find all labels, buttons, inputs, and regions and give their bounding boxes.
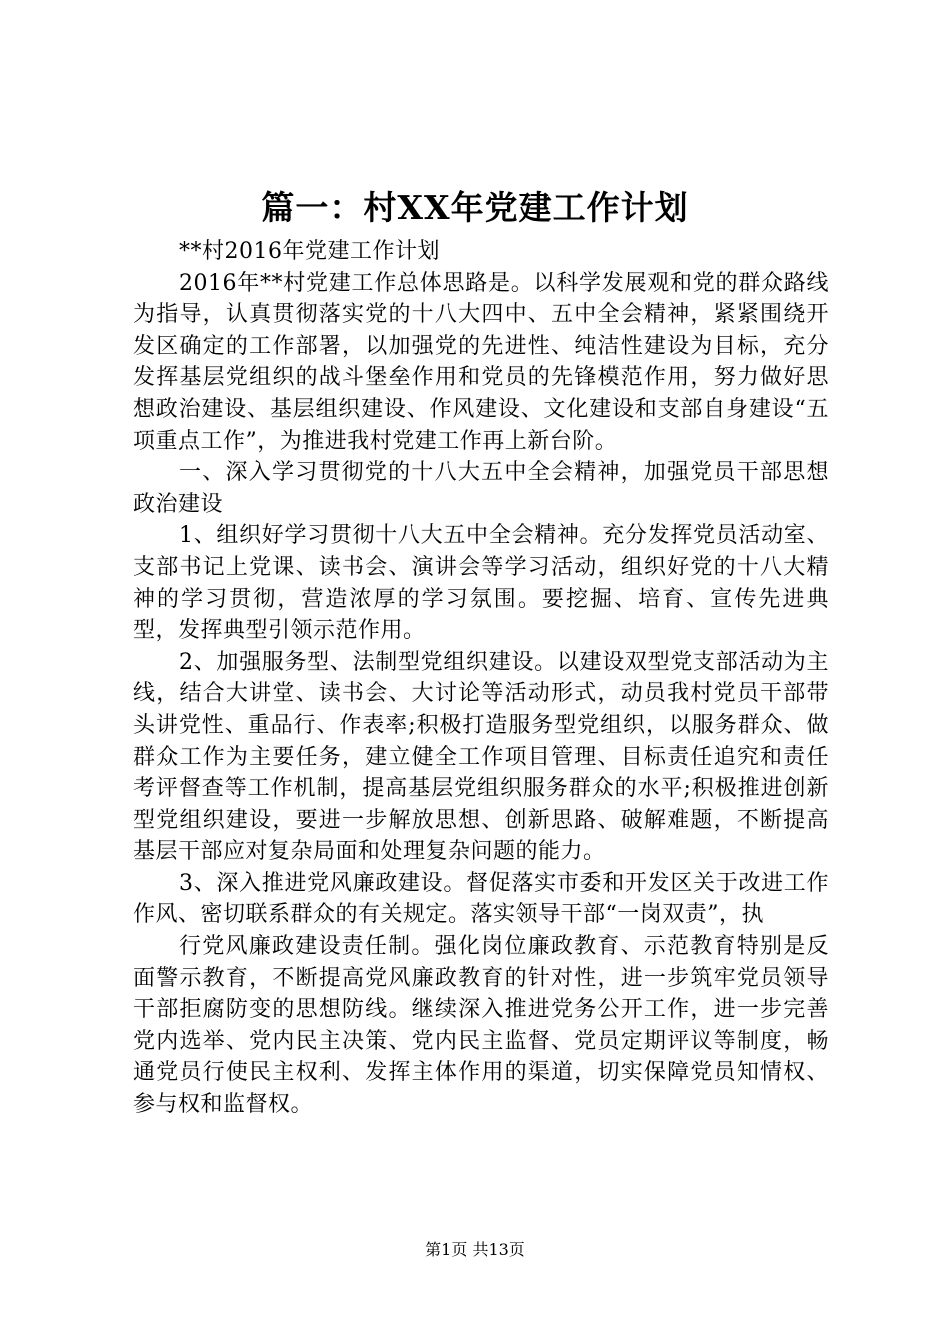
paragraph-section-heading: 一、深入学习贯彻党的十八大五中全会精神，加强党员干部思想政治建设 xyxy=(133,460,829,517)
paragraph-item-2: 2、加强服务型、法制型党组织建设。以建设双型党支部活动为主线，结合大讲堂、读书会、大讨论等活动形式，动员我村党员干部带头讲党性、重品行、作表率;积极打造服务型党组织，以服务群众、做群众工作为主要任务，建立健全工作项目管理、目标责任追究和责任考评督查等工作机制，提高基层党组织服务群众的水平;积极推进创新型党组织建设，要进一步解放思想、创新思路、破解难题，不断提高基层干部应对复杂局面和处理复杂问题的能力。 xyxy=(133,649,829,865)
page-number-footer: 第1页 共13页 xyxy=(425,1240,525,1259)
document-title: 篇一：村XX年党建工作计划 xyxy=(261,188,689,227)
paragraph-item-3-continued: 行党风廉政建设责任制。强化岗位廉政教育、示范教育特别是反面警示教育，不断提高党风廉政教育的针对性，进一步筑牢党员领导干部拒腐防变的思想防线。继续深入推进党务公开工作，进一步完善党内选举、党内民主决策、党内民主监督、党员定期评议等制度，畅通党员行使民主权利、发挥主体作用的渠道，切实保障党员知情权、参与权和监督权。 xyxy=(133,934,829,1118)
paragraph-item-3: 3、深入推进党风廉政建设。督促落实市委和开发区关于改进工作作风、密切联系群众的有关规定。落实领导干部“一岗双责”，执 xyxy=(133,870,829,928)
paragraph-item-1: 1、组织好学习贯彻十八大五中全会精神。充分发挥党员活动室、支部书记上党课、读书会、演讲会等学习活动，组织好党的十八大精神的学习贯彻，营造浓厚的学习氛围。要挖掘、培育、宣传先进典型，发挥典型引领示范作用。 xyxy=(133,523,829,644)
paragraph-subtitle: **村2016年党建工作计划 xyxy=(179,239,440,264)
document-body xyxy=(133,236,829,1121)
paragraph-overview: 2016年**村党建工作总体思路是。以科学发展观和党的群众路线为指导，认真贯彻落实党的十八大四中、五中全会精神，紧紧围绕开发区确定的工作部署，以加强党的先进性、纯洁性建设为目标，充分发挥基层党组织的战斗堡垒作用和党员的先锋模范作用，努力做好思想政治建设、基层组织建设、作风建设、文化建设和支部自身建设“五项重点工作”，为推进我村党建工作再上新台阶。 xyxy=(133,270,829,454)
